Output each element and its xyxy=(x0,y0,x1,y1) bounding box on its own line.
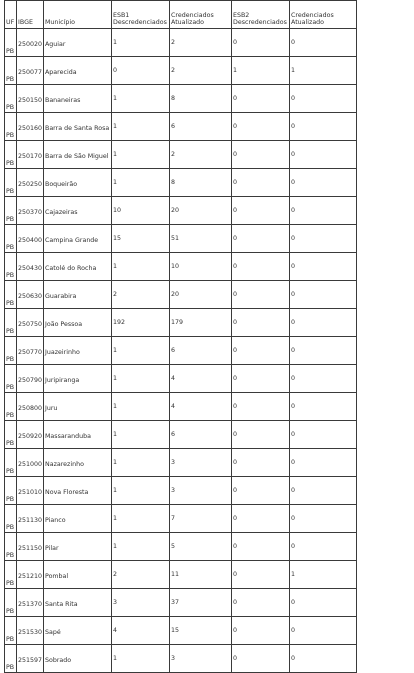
esb1-descredenciados-cell: 1 xyxy=(112,85,170,113)
uf-cell: PB xyxy=(5,281,17,309)
header-esb2-credenciados: Credenciados Atualizado xyxy=(290,1,357,29)
esb2-credenciados-cell: 0 xyxy=(290,421,357,449)
table-row xyxy=(5,141,357,169)
credenciamento-table xyxy=(4,0,357,673)
table-row xyxy=(5,281,357,309)
municipio-cell: Campina Grande xyxy=(44,225,112,253)
esb2-descredenciados-cell: 0 xyxy=(232,365,290,393)
esb2-credenciados-cell: 0 xyxy=(290,113,357,141)
esb1-credenciados-cell: 4 xyxy=(170,365,232,393)
table-row xyxy=(5,533,357,561)
esb1-descredenciados-cell: 2 xyxy=(112,281,170,309)
esb2-credenciados-cell: 0 xyxy=(290,309,357,337)
ibge-cell: 250020 xyxy=(17,29,44,57)
esb1-credenciados-cell: 179 xyxy=(170,309,232,337)
municipio-cell: Aguiar xyxy=(44,29,112,57)
uf-cell: PB xyxy=(5,197,17,225)
esb1-credenciados-cell: 4 xyxy=(170,393,232,421)
esb1-credenciados-cell: 6 xyxy=(170,337,232,365)
esb2-descredenciados-cell: 0 xyxy=(232,617,290,645)
ibge-cell: 250170 xyxy=(17,141,44,169)
esb1-descredenciados-cell: 1 xyxy=(112,505,170,533)
esb1-credenciados-cell: 6 xyxy=(170,421,232,449)
ibge-cell: 250370 xyxy=(17,197,44,225)
uf-cell: PB xyxy=(5,589,17,617)
esb2-credenciados-cell: 0 xyxy=(290,85,357,113)
esb2-credenciados-cell: 0 xyxy=(290,617,357,645)
esb1-credenciados-cell: 2 xyxy=(170,141,232,169)
esb1-descredenciados-cell: 10 xyxy=(112,197,170,225)
esb1-credenciados-cell: 10 xyxy=(170,253,232,281)
uf-cell: PB xyxy=(5,617,17,645)
municipio-cell: Juazeirinho xyxy=(44,337,112,365)
esb1-descredenciados-cell: 1 xyxy=(112,477,170,505)
uf-cell: PB xyxy=(5,141,17,169)
header-row xyxy=(5,1,357,29)
uf-cell: PB xyxy=(5,645,17,673)
esb1-descredenciados-cell: 2 xyxy=(112,561,170,589)
esb2-descredenciados-cell: 0 xyxy=(232,589,290,617)
table-row xyxy=(5,309,357,337)
esb1-credenciados-cell: 3 xyxy=(170,477,232,505)
esb1-descredenciados-cell: 15 xyxy=(112,225,170,253)
esb2-credenciados-cell: 0 xyxy=(290,141,357,169)
table-row xyxy=(5,113,357,141)
esb1-descredenciados-cell: 1 xyxy=(112,449,170,477)
esb2-credenciados-cell: 0 xyxy=(290,169,357,197)
table-row xyxy=(5,365,357,393)
ibge-cell: 250790 xyxy=(17,365,44,393)
esb2-descredenciados-cell: 0 xyxy=(232,113,290,141)
ibge-cell: 251130 xyxy=(17,505,44,533)
esb1-descredenciados-cell: 1 xyxy=(112,29,170,57)
municipio-cell: Boqueirão xyxy=(44,169,112,197)
esb2-credenciados-cell: 1 xyxy=(290,561,357,589)
municipio-cell: Nova Floresta xyxy=(44,477,112,505)
table-row xyxy=(5,57,357,85)
table-row xyxy=(5,253,357,281)
esb1-descredenciados-cell: 1 xyxy=(112,393,170,421)
municipio-cell: João Pessoa xyxy=(44,309,112,337)
esb2-descredenciados-cell: 0 xyxy=(232,29,290,57)
table-row xyxy=(5,197,357,225)
municipio-cell: Barra de São Miguel xyxy=(44,141,112,169)
ibge-cell: 250430 xyxy=(17,253,44,281)
uf-cell: PB xyxy=(5,477,17,505)
esb2-descredenciados-cell: 0 xyxy=(232,505,290,533)
municipio-cell: Sapé xyxy=(44,617,112,645)
municipio-cell: Pombal xyxy=(44,561,112,589)
table-row xyxy=(5,169,357,197)
esb2-credenciados-cell: 0 xyxy=(290,225,357,253)
esb2-credenciados-cell: 0 xyxy=(290,645,357,673)
table-body xyxy=(5,1,357,673)
esb2-credenciados-cell: 0 xyxy=(290,449,357,477)
esb1-credenciados-cell: 15 xyxy=(170,617,232,645)
esb1-credenciados-cell: 37 xyxy=(170,589,232,617)
municipio-cell: Cajazeiras xyxy=(44,197,112,225)
table-row xyxy=(5,225,357,253)
ibge-cell: 250800 xyxy=(17,393,44,421)
esb2-descredenciados-cell: 0 xyxy=(232,253,290,281)
esb2-descredenciados-cell: 0 xyxy=(232,421,290,449)
municipio-cell: Bananeiras xyxy=(44,85,112,113)
header-esb2-descredenciados: ESB2 Descredenciados xyxy=(232,1,290,29)
esb1-credenciados-cell: 11 xyxy=(170,561,232,589)
esb2-descredenciados-cell: 0 xyxy=(232,141,290,169)
ibge-cell: 250150 xyxy=(17,85,44,113)
esb1-descredenciados-cell: 0 xyxy=(112,57,170,85)
esb2-descredenciados-cell: 0 xyxy=(232,533,290,561)
uf-cell: PB xyxy=(5,169,17,197)
esb1-credenciados-cell: 8 xyxy=(170,85,232,113)
esb2-descredenciados-cell: 0 xyxy=(232,393,290,421)
esb1-credenciados-cell: 3 xyxy=(170,449,232,477)
esb2-credenciados-cell: 0 xyxy=(290,29,357,57)
municipio-cell: Massaranduba xyxy=(44,421,112,449)
table-row xyxy=(5,337,357,365)
uf-cell: PB xyxy=(5,337,17,365)
uf-cell: PB xyxy=(5,365,17,393)
municipio-cell: Sobrado xyxy=(44,645,112,673)
esb2-descredenciados-cell: 0 xyxy=(232,281,290,309)
ibge-cell: 250160 xyxy=(17,113,44,141)
uf-cell: PB xyxy=(5,533,17,561)
esb2-credenciados-cell: 0 xyxy=(290,281,357,309)
uf-cell: PB xyxy=(5,449,17,477)
ibge-cell: 251210 xyxy=(17,561,44,589)
ibge-cell: 251000 xyxy=(17,449,44,477)
esb2-credenciados-cell: 0 xyxy=(290,197,357,225)
municipio-cell: Santa Rita xyxy=(44,589,112,617)
uf-cell: PB xyxy=(5,505,17,533)
esb1-credenciados-cell: 20 xyxy=(170,281,232,309)
ibge-cell: 250077 xyxy=(17,57,44,85)
uf-cell: PB xyxy=(5,561,17,589)
esb2-descredenciados-cell: 0 xyxy=(232,169,290,197)
uf-cell: PB xyxy=(5,57,17,85)
ibge-cell: 251597 xyxy=(17,645,44,673)
esb1-descredenciados-cell: 1 xyxy=(112,421,170,449)
ibge-cell: 251150 xyxy=(17,533,44,561)
uf-cell: PB xyxy=(5,421,17,449)
uf-cell: PB xyxy=(5,253,17,281)
esb1-credenciados-cell: 2 xyxy=(170,57,232,85)
ibge-cell: 251010 xyxy=(17,477,44,505)
table-row xyxy=(5,561,357,589)
esb1-descredenciados-cell: 1 xyxy=(112,645,170,673)
esb1-credenciados-cell: 2 xyxy=(170,29,232,57)
ibge-cell: 250920 xyxy=(17,421,44,449)
esb2-credenciados-cell: 0 xyxy=(290,337,357,365)
esb1-credenciados-cell: 3 xyxy=(170,645,232,673)
esb2-descredenciados-cell: 0 xyxy=(232,645,290,673)
municipio-cell: Pilar xyxy=(44,533,112,561)
esb1-descredenciados-cell: 1 xyxy=(112,169,170,197)
table-row xyxy=(5,29,357,57)
esb1-credenciados-cell: 7 xyxy=(170,505,232,533)
table-row xyxy=(5,449,357,477)
table-row xyxy=(5,421,357,449)
esb2-descredenciados-cell: 0 xyxy=(232,477,290,505)
municipio-cell: Nazarezinho xyxy=(44,449,112,477)
esb2-credenciados-cell: 0 xyxy=(290,365,357,393)
esb1-descredenciados-cell: 1 xyxy=(112,141,170,169)
esb2-descredenciados-cell: 0 xyxy=(232,561,290,589)
uf-cell: PB xyxy=(5,393,17,421)
esb1-credenciados-cell: 8 xyxy=(170,169,232,197)
uf-cell: PB xyxy=(5,309,17,337)
ibge-cell: 251370 xyxy=(17,589,44,617)
municipio-cell: Juripiranga xyxy=(44,365,112,393)
esb2-descredenciados-cell: 0 xyxy=(232,225,290,253)
esb2-descredenciados-cell: 0 xyxy=(232,85,290,113)
esb1-descredenciados-cell: 1 xyxy=(112,113,170,141)
uf-cell: PB xyxy=(5,225,17,253)
municipio-cell: Juru xyxy=(44,393,112,421)
esb1-descredenciados-cell: 192 xyxy=(112,309,170,337)
esb2-credenciados-cell: 0 xyxy=(290,477,357,505)
uf-cell: PB xyxy=(5,29,17,57)
ibge-cell: 250250 xyxy=(17,169,44,197)
uf-cell: PB xyxy=(5,85,17,113)
esb2-descredenciados-cell: 0 xyxy=(232,449,290,477)
ibge-cell: 250630 xyxy=(17,281,44,309)
esb1-credenciados-cell: 51 xyxy=(170,225,232,253)
esb2-descredenciados-cell: 1 xyxy=(232,57,290,85)
table-row xyxy=(5,617,357,645)
uf-cell: PB xyxy=(5,113,17,141)
municipio-cell: Aparecida xyxy=(44,57,112,85)
esb1-descredenciados-cell: 1 xyxy=(112,253,170,281)
header-municipio: Município xyxy=(44,1,112,29)
ibge-cell: 250770 xyxy=(17,337,44,365)
header-ibge: IBGE xyxy=(17,1,44,29)
municipio-cell: Pianco xyxy=(44,505,112,533)
esb1-credenciados-cell: 5 xyxy=(170,533,232,561)
table-row xyxy=(5,477,357,505)
municipio-cell: Catolé do Rocha xyxy=(44,253,112,281)
esb2-credenciados-cell: 0 xyxy=(290,505,357,533)
esb2-descredenciados-cell: 0 xyxy=(232,337,290,365)
esb1-descredenciados-cell: 1 xyxy=(112,365,170,393)
header-esb1-credenciados: Credenciados Atualizado xyxy=(170,1,232,29)
esb1-credenciados-cell: 6 xyxy=(170,113,232,141)
esb2-descredenciados-cell: 0 xyxy=(232,309,290,337)
header-uf: UF xyxy=(5,1,17,29)
esb1-credenciados-cell: 20 xyxy=(170,197,232,225)
table-row xyxy=(5,85,357,113)
ibge-cell: 250400 xyxy=(17,225,44,253)
ibge-cell: 250750 xyxy=(17,309,44,337)
table-row xyxy=(5,393,357,421)
municipio-cell: Barra de Santa Rosa xyxy=(44,113,112,141)
esb2-credenciados-cell: 0 xyxy=(290,589,357,617)
table-row xyxy=(5,589,357,617)
ibge-cell: 251530 xyxy=(17,617,44,645)
header-esb1-descredenciados: ESB1 Descredenciados xyxy=(112,1,170,29)
municipio-cell: Guarabira xyxy=(44,281,112,309)
esb1-descredenciados-cell: 3 xyxy=(112,589,170,617)
esb2-credenciados-cell: 1 xyxy=(290,57,357,85)
table-row xyxy=(5,505,357,533)
esb2-credenciados-cell: 0 xyxy=(290,253,357,281)
esb2-credenciados-cell: 0 xyxy=(290,533,357,561)
esb1-descredenciados-cell: 1 xyxy=(112,533,170,561)
esb1-descredenciados-cell: 1 xyxy=(112,337,170,365)
esb1-descredenciados-cell: 4 xyxy=(112,617,170,645)
table-row xyxy=(5,645,357,673)
esb2-descredenciados-cell: 0 xyxy=(232,197,290,225)
esb2-credenciados-cell: 0 xyxy=(290,393,357,421)
